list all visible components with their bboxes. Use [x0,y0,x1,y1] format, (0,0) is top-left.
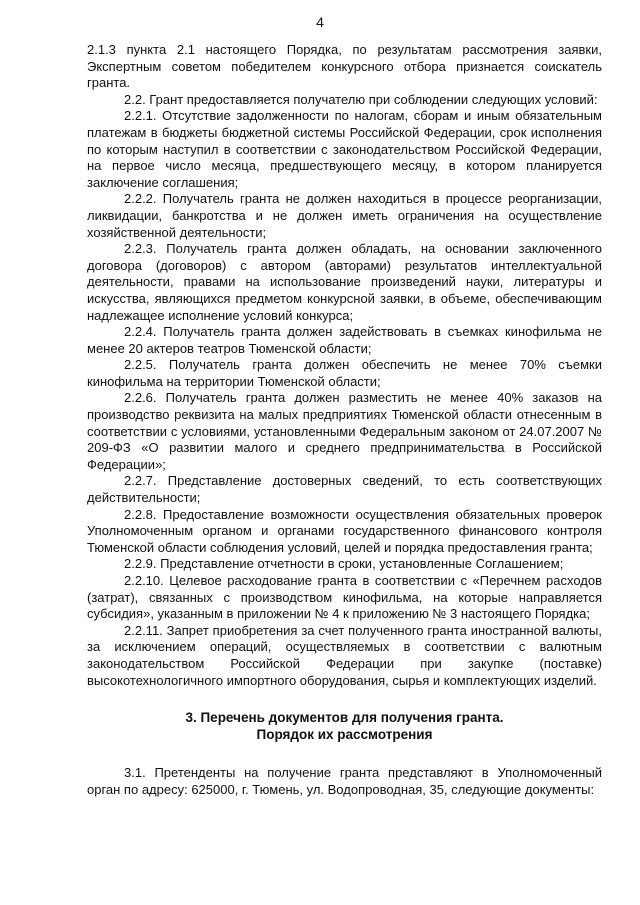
section-heading-line-1: 3. Перечень документов для получения гранта. [185,710,504,726]
paragraph-2-2-2: 2.2.2. Получатель гранта не должен находиться в процессе реорганизации, ликвидации, банкротства и не должен иметь ограничения на осуществление хозяйственной деятельности; [87,191,602,240]
paragraph-2-2-8: 2.2.8. Предоставление возможности осуществления обязательных проверок Уполномоченным органом и органами государственного финансового контроля Тюменской области соблюдения условий, целей и порядка предоставления гранта; [87,506,602,555]
paragraph-2-2-3: 2.2.3. Получатель гранта должен обладать, на основании заключенного договора (договоров) с автором (авторами) результатов интеллектуальной деятельности, правами на использование произведений науки, литературы и искусства, являющихся предметом конкурсной заявки, в объеме, обеспечивающим надлежащее исполнение условий конкурса; [87,241,602,323]
section-heading-line-2: Порядок их рассмотрения [256,727,433,743]
paragraph-2-2-10: 2.2.10. Целевое расходование гранта в соответствии с «Перечнем расходов (затрат), связанных с производством кинофильма, на которые направляется субсидия», указанным в приложении № 4 к приложению № 3 настоящего Порядка; [87,573,602,622]
paragraph-2-2-4: 2.2.4. Получатель гранта должен задействовать в съемках кинофильма не менее 20 актеров театров Тюменской области; [87,324,602,356]
paragraph-2-2-9: 2.2.9. Представление отчетности в сроки, установленные Соглашением; [124,556,564,572]
paragraph-2-1-3-continuation: 2.1.3 пункта 2.1 настоящего Порядка, по результатам рассмотрения заявки, Экспертным советом победителем конкурсного отбора признается соискатель гранта. [87,42,602,91]
paragraph-2-2-6: 2.2.6. Получатель гранта должен разместить не менее 40% заказов на производство реквизита на малых предприятиях Тюменской области отнесенным в соответствии с условиями, установленными Федеральным законом от 24.07.2007 № 209-ФЗ «О развитии малого и среднего предпринимательства в Российской Федерации»; [87,390,602,472]
paragraph-2-2-11: 2.2.11. Запрет приобретения за счет полученного гранта иностранной валюты, за исключением операций, осуществляемых в соответствии с валютным законодательством Российской Федерации при закупке (поставке) высокотехнологичного импортного оборудования, сырья и комплектующих изделий. [87,622,602,688]
paragraph-2-2-5: 2.2.5. Получатель гранта должен обеспечить не менее 70% съемки кинофильма на территории Тюменской области; [87,357,602,389]
paragraph-3-1: 3.1. Претенденты на получение гранта представляют в Уполномоченный орган по адресу: 625000, г. Тюмень, ул. Водопроводная, 35, следующие документы: [87,765,602,797]
section-3-heading [87,709,602,743]
paragraph-2-2-1: 2.2.1. Отсутствие задолженности по налогам, сборам и иным обязательным платежам в бюджеты бюджетной системы Российской Федерации, срок исполнения по которым наступил в соответствии с законодательством Российской Федерации, на первое число месяца, предшествующего месяцу, в котором планируется заключение соглашения; [87,108,602,190]
paragraph-2-2-7: 2.2.7. Представление достоверных сведений, то есть соответствующих действительности; [87,473,602,506]
document-body [87,42,602,798]
paragraph-2-2: 2.2. Грант предоставляется получателю при соблюдении следующих условий: [124,91,598,107]
page-number: 4 [316,14,324,30]
